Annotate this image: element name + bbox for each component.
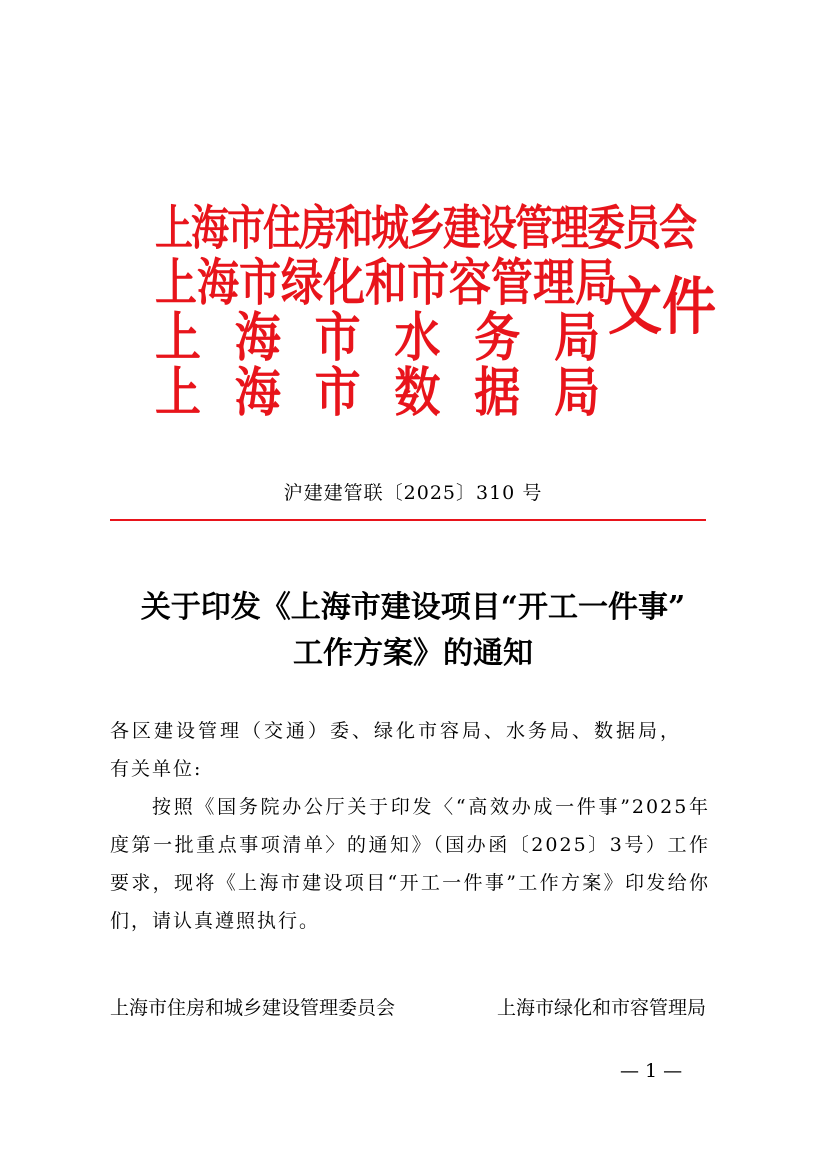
issuer-char: 水: [394, 305, 441, 368]
title-line-1: 关于印发《上海市建设项目“开工一件事”: [140, 590, 686, 625]
issuer-name: 上海市绿化和市容管理局: [155, 253, 618, 312]
issuer-char: 市: [314, 305, 361, 368]
notice-body: [110, 712, 710, 940]
issuer-char: 务: [474, 305, 521, 368]
notice-title: [90, 585, 736, 677]
signature-greening-bureau: 上海市绿化和市容管理局: [496, 997, 706, 1019]
issuer-char: 上: [155, 360, 201, 423]
addressee-line-2: 有关单位:: [110, 758, 203, 780]
document-suffix: 文件: [608, 269, 716, 343]
issuer-char: 据: [474, 360, 521, 423]
main-paragraph: 按照《国务院办公厅关于印发〈“高效办成一件事”2025年度第一批重点事项清单〉的通知》（国办函〔2025〕3号）工作要求，现将《上海市建设项目“开工一件事”工作方案》印发给你们，请认真遵照执行。: [110, 796, 710, 932]
issuer-char: 海: [234, 305, 281, 368]
addressee-line-1: 各区建设管理（交通）委、绿化市容局、水务局、数据局，: [110, 720, 683, 742]
issuer-char: 上: [155, 305, 201, 368]
issuer-char: 市: [314, 360, 361, 423]
issuer-water-bureau: [155, 306, 600, 369]
issuer-char: 局: [553, 360, 600, 423]
issuer-char: 海: [234, 360, 281, 423]
signature-housing-commission: 上海市住房和城乡建设管理委员会: [110, 997, 396, 1019]
issuer-name: 上海市住房和城乡建设管理委员会: [155, 199, 696, 256]
document-number: 沪建建管联〔2025〕310 号: [283, 482, 543, 504]
issuer-char: 局: [553, 305, 600, 368]
red-divider-line: [110, 519, 706, 521]
page-number: — 1 —: [620, 1060, 683, 1082]
issuer-char: 数: [394, 360, 441, 423]
title-line-2: 工作方案》的通知: [293, 636, 533, 671]
issuer-data-bureau: [155, 361, 600, 424]
signature-row: [110, 993, 706, 1020]
